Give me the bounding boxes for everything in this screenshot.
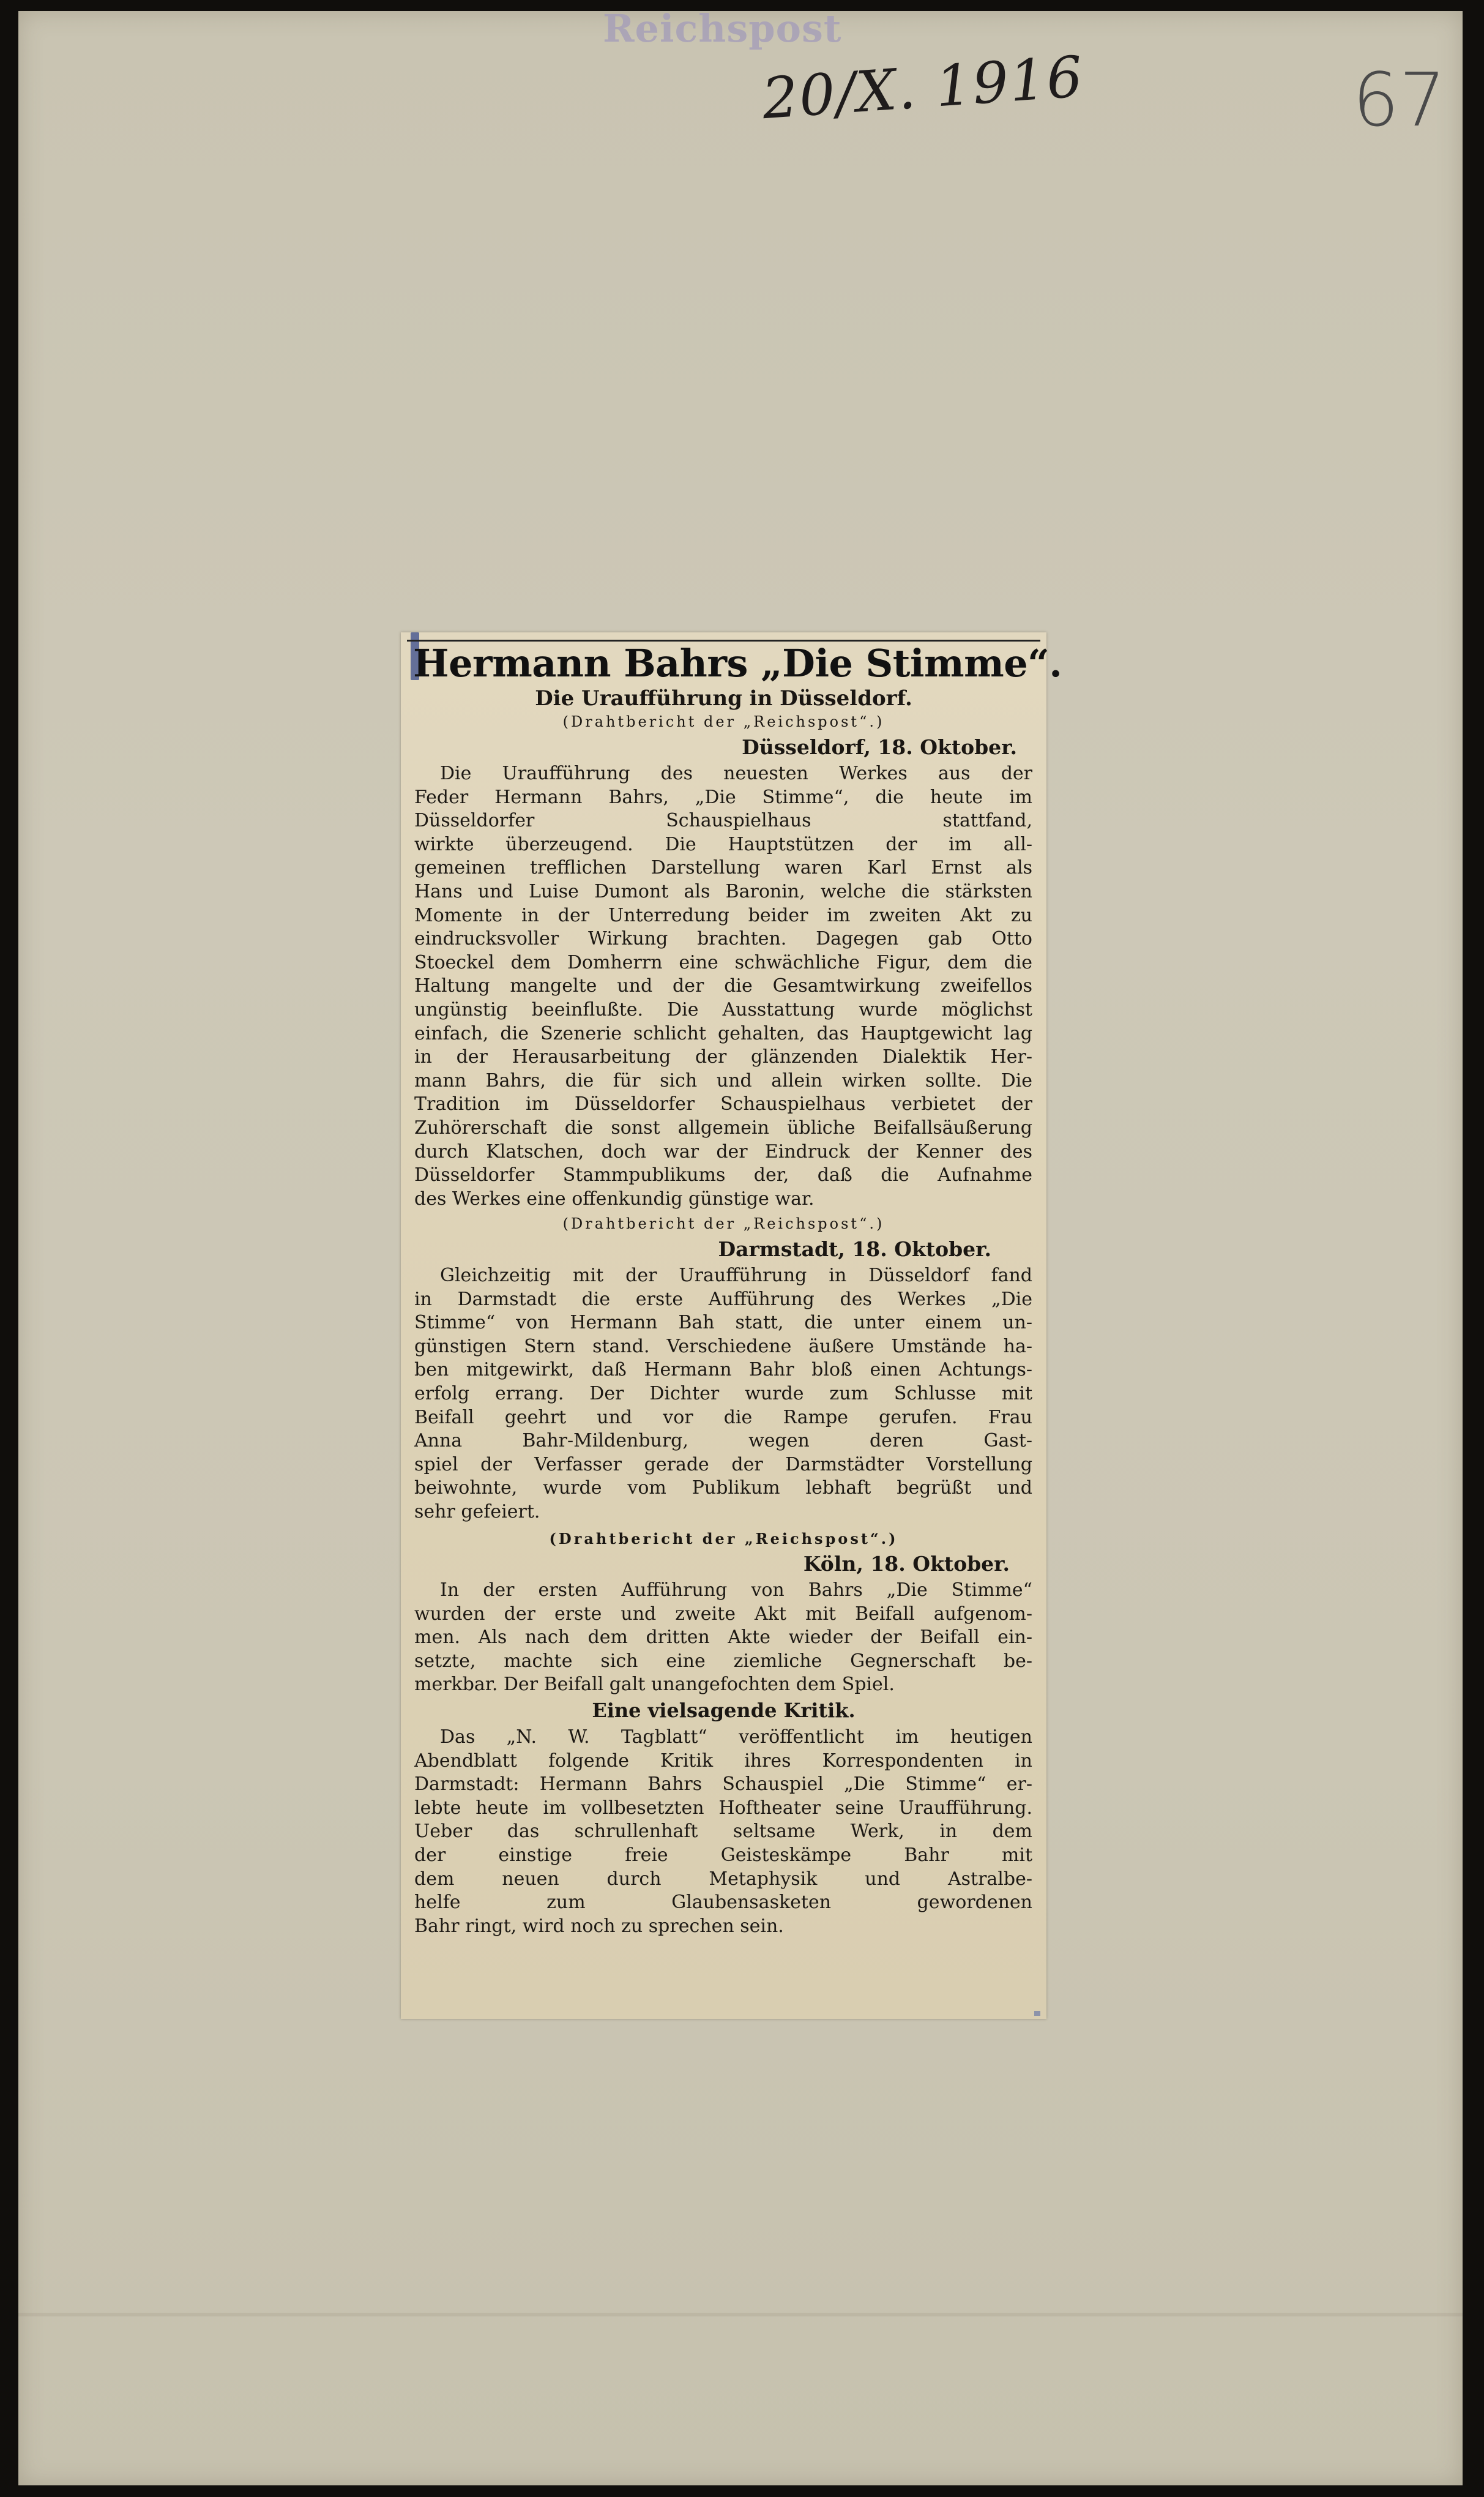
text-line: in der Herausarbeitung der glänzenden Dialektik Her- <box>414 1046 1032 1068</box>
text-line: Düsseldorfer Stammpublikums der, daß die Aufnahme <box>414 1164 1032 1186</box>
wire-credit: (Drahtbericht der „Reichspost“.) <box>549 1530 898 1548</box>
text-line: Momente in der Unterredung beider im zweiten Akt zu <box>414 904 1032 926</box>
text-line: Stimme“ von Hermann Bah statt, die unter einem un- <box>414 1312 1032 1334</box>
text-line: spiel der Verfasser gerade der Darmstädter Vorstellung <box>414 1453 1032 1475</box>
text-line: Zuhörerschaft die sonst allgemein übliche Beifallsäußerung <box>414 1117 1032 1139</box>
dateline: Darmstadt, 18. Oktober. <box>718 1237 991 1261</box>
dateline: Düsseldorf, 18. Oktober. <box>742 735 1017 759</box>
text-line: men. Als nach dem dritten Akte wieder der Beifall ein- <box>414 1627 1032 1649</box>
section-subheading: Eine vielsagende Kritik. <box>592 1699 856 1722</box>
text-line: des Werkes eine offenkundig günstige war. <box>414 1188 815 1210</box>
text-line: Bahr ringt, wird noch zu sprechen sein. <box>414 1915 784 1937</box>
text-line: einfach, die Szenerie schlicht gehalten, das Hauptgewicht lag <box>414 1022 1032 1044</box>
text-line: Abendblatt folgende Kritik ihres Korrespondenten in <box>414 1750 1032 1772</box>
article-paragraph <box>414 1726 1032 1938</box>
text-line: ben mitgewirkt, daß Hermann Bahr bloß einen Achtungs- <box>414 1359 1032 1381</box>
newspaper-clipping <box>401 632 1062 2019</box>
handwritten-page-number: 67 <box>1352 58 1446 143</box>
text-line: Düsseldorfer Schauspielhaus stattfand, <box>414 810 1032 832</box>
paper-fold <box>18 2313 1463 2316</box>
article-paragraph <box>414 1579 1032 1697</box>
text-line: günstigen Stern stand. Verschiedene äußere Umstände ha- <box>414 1335 1032 1357</box>
text-line: setzte, machte sich eine ziemliche Gegnerschaft be- <box>414 1650 1032 1672</box>
wire-credit: (Drahtbericht der „Reichspost“.) <box>562 713 885 730</box>
article-headline: Hermann Bahrs „Die Stimme“. <box>413 641 1062 686</box>
text-line: Beifall geehrt und vor die Rampe gerufen. Frau <box>414 1406 1032 1428</box>
text-line: Tradition im Düsseldorfer Schauspielhaus verbietet der <box>414 1093 1032 1115</box>
text-line: gemeinen trefflichen Darstellung waren Karl Ernst als <box>414 857 1032 879</box>
handwritten-date: 20/X. 1916 <box>759 43 1086 132</box>
text-line: Ueber das schrullenhaft seltsame Werk, in dem <box>414 1821 1032 1843</box>
text-line: in Darmstadt die erste Aufführung des Werkes „Die <box>414 1288 1032 1310</box>
text-line: helfe zum Glaubensasketen gewordenen <box>414 1892 1032 1914</box>
text-line: Darmstadt: Hermann Bahrs Schauspiel „Die Stimme“ er- <box>414 1773 1032 1795</box>
text-line: Das „N. W. Tagblatt“ veröffentlicht im heutigen <box>440 1726 1032 1748</box>
text-line: durch Klatschen, doch war der Eindruck der Kenner des <box>414 1140 1032 1162</box>
ink-speck <box>1034 2011 1040 2016</box>
text-line: merkbar. Der Beifall galt unangefochten dem Spiel. <box>414 1674 895 1696</box>
reichspost-stamp: Reichspost <box>603 6 842 51</box>
text-line: Haltung mangelte und der die Gesamtwirkung zweifellos <box>414 975 1032 997</box>
text-line: ungünstig beeinflußte. Die Ausstattung wurde möglichst <box>414 998 1032 1020</box>
text-line: wirkte überzeugend. Die Hauptstützen der im all- <box>414 833 1032 855</box>
wire-credit: (Drahtbericht der „Reichspost“.) <box>562 1215 885 1232</box>
article-subheadline: Die Uraufführung in Düsseldorf. <box>535 686 912 711</box>
text-line: Feder Hermann Bahrs, „Die Stimme“, die heute im <box>414 786 1032 808</box>
text-line: Die Uraufführung des neuesten Werkes aus der <box>440 763 1032 784</box>
article-paragraph <box>414 762 1032 1211</box>
text-line: lebte heute im vollbesetzten Hoftheater seine Uraufführung. <box>414 1797 1032 1819</box>
text-line: erfolg errang. Der Dichter wurde zum Schlusse mit <box>414 1382 1032 1404</box>
text-line: Anna Bahr-Mildenburg, wegen deren Gast- <box>414 1430 1032 1452</box>
text-line: Hans und Luise Dumont als Baronin, welche die stärksten <box>414 880 1032 902</box>
text-line: Stoeckel dem Domherrn eine schwächliche Figur, dem die <box>414 951 1032 973</box>
text-line: sehr gefeiert. <box>414 1500 540 1522</box>
text-line: eindrucksvoller Wirkung brachten. Dagegen gab Otto <box>414 928 1032 950</box>
dateline: Köln, 18. Oktober. <box>803 1552 1010 1576</box>
text-line: In der ersten Aufführung von Bahrs „Die Stimme“ <box>440 1579 1032 1601</box>
text-line: mann Bahrs, die für sich und allein wirken sollte. Die <box>414 1069 1032 1091</box>
text-line: wurden der erste und zweite Akt mit Beifall aufgenom- <box>414 1603 1032 1625</box>
article-paragraph <box>414 1264 1032 1524</box>
text-line: beiwohnte, wurde vom Publikum lebhaft begrüßt und <box>414 1477 1032 1499</box>
text-line: dem neuen durch Metaphysik und Astralbe- <box>414 1868 1032 1890</box>
text-line: Gleichzeitig mit der Uraufführung in Düsseldorf fand <box>440 1265 1032 1286</box>
text-line: der einstige freie Geisteskämpe Bahr mit <box>414 1844 1032 1866</box>
